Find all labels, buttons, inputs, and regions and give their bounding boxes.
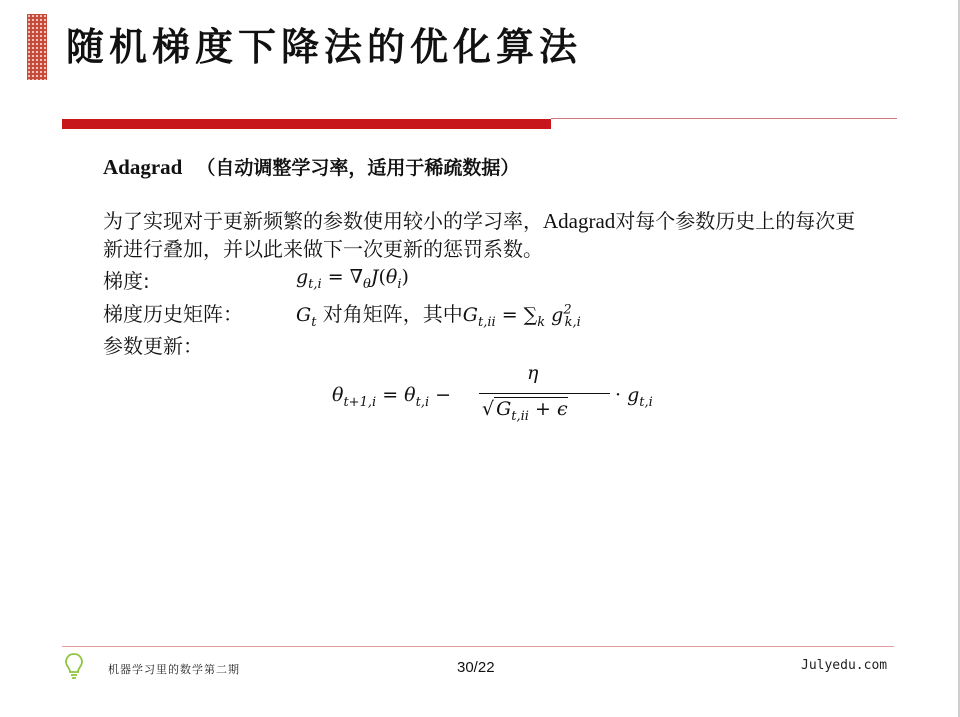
history-label: 梯度历史矩阵：: [103, 302, 243, 326]
title-decoration: [27, 14, 47, 80]
footer-course-name: 机器学习里的数学第二期: [108, 663, 240, 676]
paragraph-part1: 为了实现对于更新频繁的参数使用较小的学习率，: [103, 209, 543, 233]
history-text: 对角矩阵，其中: [322, 302, 463, 326]
footer-website: Julyedu.com: [801, 658, 888, 673]
formula-lhs: $\theta_{t+1,i} = \theta_{t,i}$ −: [332, 384, 452, 410]
footer-page-number: 30/22: [457, 659, 495, 676]
description-paragraph: [103, 207, 873, 263]
history-row: [103, 298, 581, 330]
section-heading: [103, 153, 519, 180]
update-label: 参数更新：: [103, 334, 203, 358]
paragraph-method: Adagrad: [543, 209, 616, 233]
title-underline-thin: [551, 118, 897, 119]
gradient-formula: $g_{t,i} = \nabla_\theta J(\theta_i)$: [296, 266, 409, 292]
fraction-bar: [479, 393, 610, 394]
formula-numerator: η: [527, 362, 539, 384]
gradient-row: [103, 265, 409, 294]
footer-rule: [62, 646, 894, 647]
update-formula: [332, 362, 652, 432]
heading-method-name: Adagrad: [103, 155, 183, 179]
history-formula: $G_{t,ii} = \sum_k$ $g^2_{k,i}$: [462, 302, 581, 330]
formula-denominator: √ $G_{t,ii} + \epsilon$: [482, 398, 568, 424]
lightbulb-icon: [64, 652, 84, 682]
slide-title: 随机梯度下降法的优化算法: [66, 24, 583, 69]
formula-tail: · $g_{t,i}$: [615, 384, 653, 410]
gradient-label: 梯度:: [103, 269, 150, 293]
paragraph-part2: 对每个参数历史上的每次更新进行叠加，并以此来做下一次更新的惩罚系数。: [103, 209, 856, 261]
heading-description: （自动调整学习率，适用于稀疏数据）: [196, 157, 520, 179]
history-symbol: $G_t$: [296, 304, 317, 330]
title-underline-thick: [62, 119, 551, 129]
update-row: [103, 330, 203, 359]
